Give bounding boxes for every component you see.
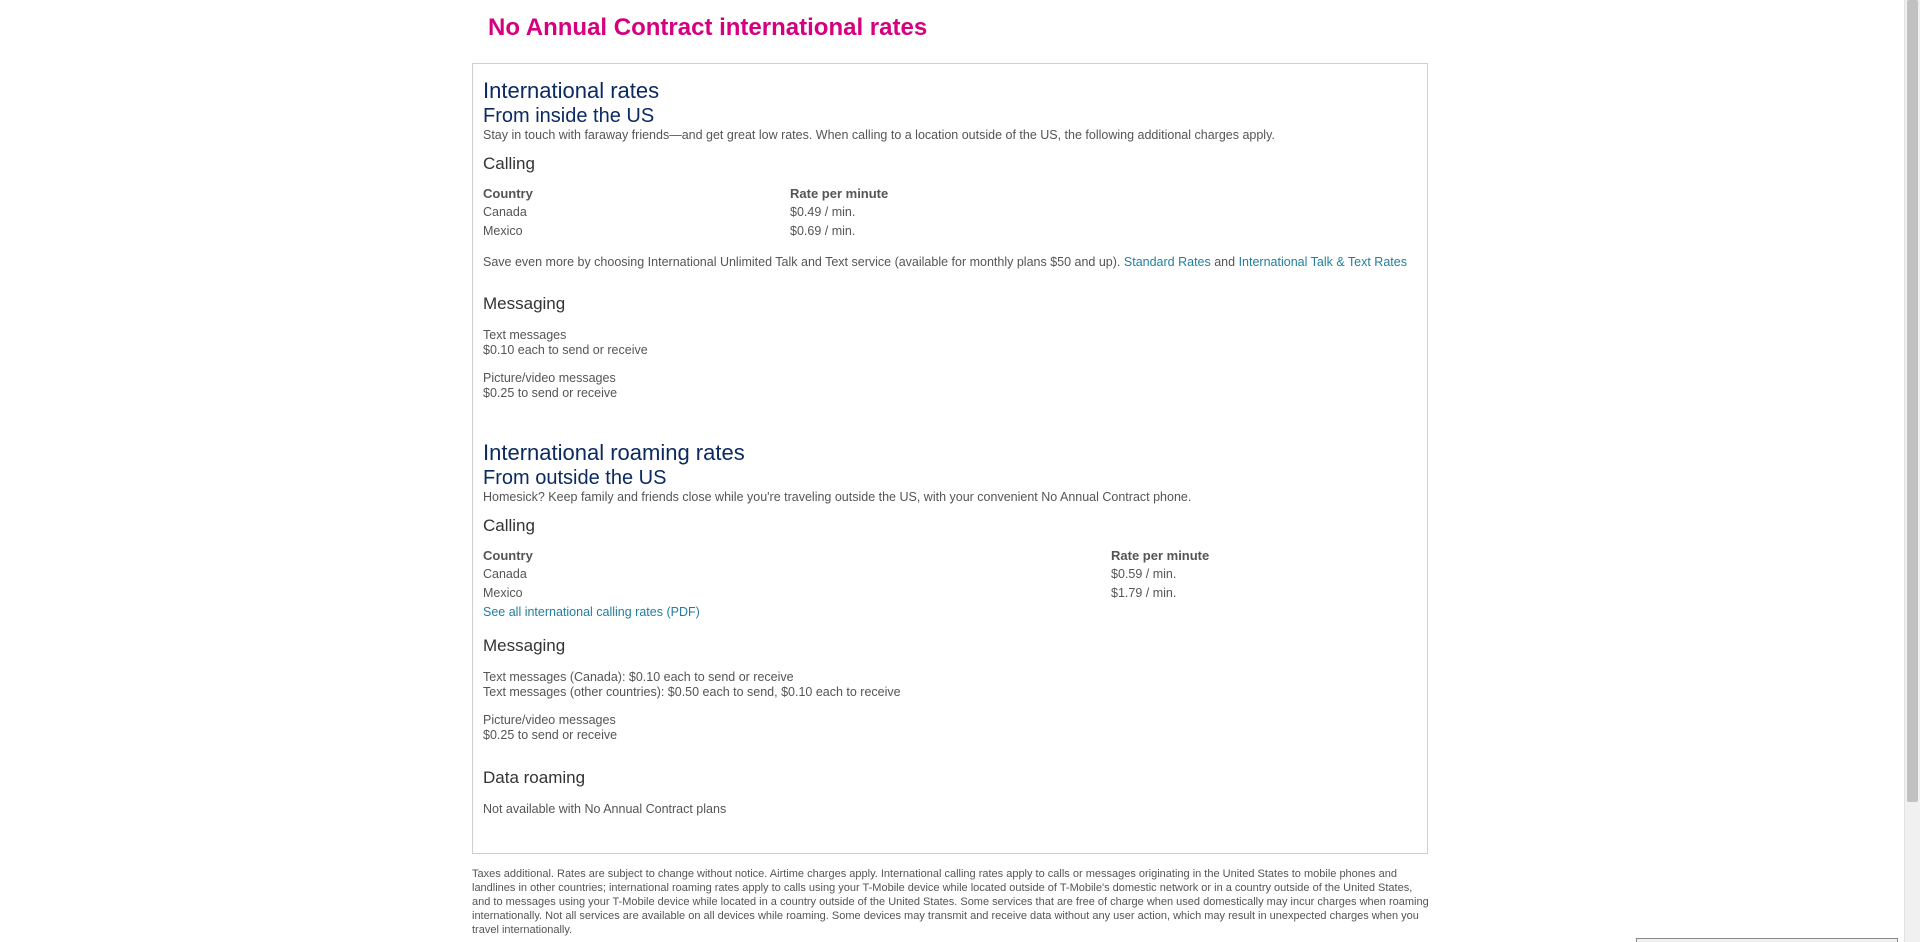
inside-col-rate: Rate per minute [790,186,889,201]
intl-talk-text-rates-link[interactable]: International Talk & Text Rates [1238,255,1407,269]
inside-row-country: Canada [483,205,527,219]
roaming-intro: Homesick? Keep family and friends close while you're traveling outside the US, with your convenient No Annual Contract phone. [483,490,1192,504]
standard-rates-link[interactable]: Standard Rates [1123,255,1211,269]
roaming-row-rate: $1.79 / min. [1111,586,1177,600]
save-more-text: Save even more by choosing International Unlimited Talk and Text service (available for monthly plans $50 and up). [483,255,1121,269]
roaming-row-rate: $0.59 / min. [1111,567,1177,581]
page-title: No Annual Contract international rates [488,14,928,41]
inside-text-rate: $0.10 each to send or receive [483,343,648,357]
roaming-col-rate: Rate per minute [1111,548,1210,563]
inside-col-country: Country [483,186,533,201]
roaming-rates-heading: International roaming rates [483,440,745,465]
roaming-col-country: Country [483,548,533,563]
rates-panel [472,63,1428,854]
inside-pic-rate: $0.25 to send or receive [483,386,618,400]
inside-intro: Stay in touch with faraway friends—and get great low rates. When calling to a location outside of the US, the following additional charges apply. [483,128,1275,142]
roaming-messaging-heading: Messaging [483,636,566,655]
inside-calling-heading: Calling [483,154,535,173]
roaming-row-country: Canada [483,567,527,581]
disclaimer: Taxes additional. Rates are subject to change without notice. Airtime charges apply. International calling rates apply to calls or messages originating in the United States to mobile phones and landlines in other countries; international roaming rates apply to calls using your T-Mobile device while located outside of T-Mobile's domestic network or in a country outside of the United States, and to messages using your T-Mobile device while located in a country outside of the United States. Some services that are free of charge when used domestically may incur charges when roaming internationally. Not all services are available on all devices while roaming. Some devices may transmit and receive data without any user action, which may result in unexpected charges when you travel internationally. [472,868,1429,936]
save-more-line [483,255,1407,269]
outside-us-subheading: From outside the US [483,467,667,489]
roaming-pic-rate: $0.25 to send or receive [483,728,618,742]
roaming-text-canada: Text messages (Canada): $0.10 each to send or receive [483,670,794,684]
roaming-calling-heading: Calling [483,516,535,535]
inside-pic-label: Picture/video messages [483,371,616,385]
inside-row-rate: $0.49 / min. [790,205,856,219]
inside-us-subheading: From inside the US [483,105,655,127]
roaming-text-other: Text messages (other countries): $0.50 each to send, $0.10 each to receive [483,685,901,699]
inside-row-rate: $0.69 / min. [790,224,856,238]
international-rates-heading: International rates [483,78,660,103]
data-roaming-heading: Data roaming [483,768,586,787]
horizontal-scrollbar-edge[interactable] [1636,938,1898,942]
scrollbar-thumb[interactable] [1907,0,1918,802]
vertical-scrollbar[interactable] [1904,0,1920,942]
inside-row-country: Mexico [483,224,523,238]
and-text: and [1214,255,1236,269]
inside-messaging-heading: Messaging [483,294,566,313]
inside-text-label: Text messages [483,328,567,342]
data-roaming-text: Not available with No Annual Contract plans [483,802,727,816]
see-all-rates-pdf-link[interactable]: See all international calling rates (PDF) [483,605,700,619]
roaming-row-country: Mexico [483,586,523,600]
roaming-pic-label: Picture/video messages [483,713,616,727]
